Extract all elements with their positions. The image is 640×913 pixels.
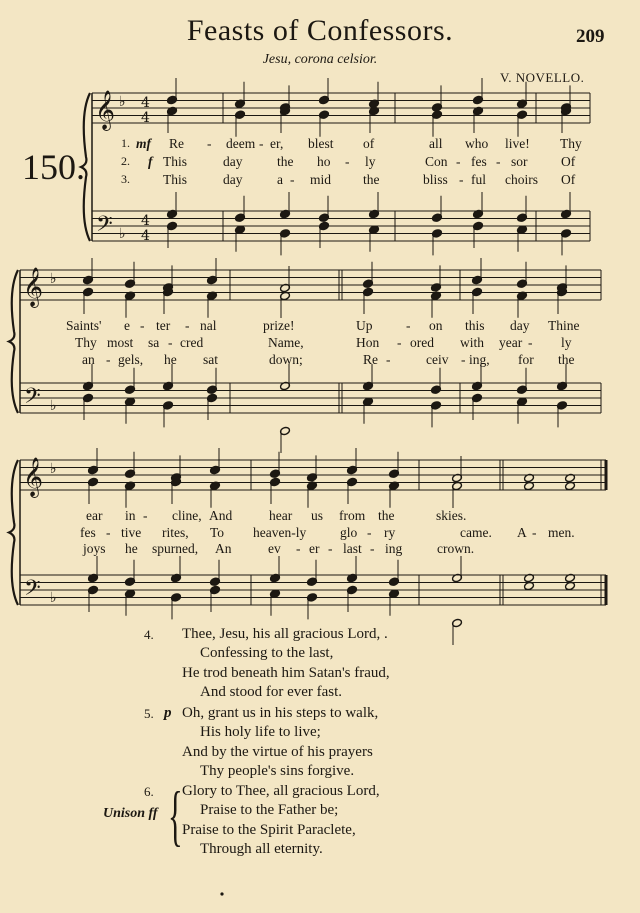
lyric-word: deem bbox=[226, 136, 256, 151]
latin-subtitle: Jesu, corona celsior. bbox=[262, 52, 378, 67]
verse-line: And stood for ever fast. bbox=[200, 684, 343, 700]
lyric-word: he bbox=[164, 352, 177, 367]
lyric-word: - bbox=[528, 335, 533, 350]
lyric-word: Thy bbox=[560, 136, 582, 151]
lyric-word: the bbox=[277, 154, 294, 169]
lyric-word: ly bbox=[561, 335, 572, 350]
verse-number: 1. bbox=[121, 136, 130, 150]
lyric-word: down; bbox=[269, 352, 303, 367]
lyric-word: - bbox=[532, 525, 537, 540]
lyric-word: - bbox=[106, 525, 111, 540]
lyric-word: who bbox=[465, 136, 489, 151]
lyric-word: Up bbox=[356, 318, 373, 333]
verse-line: Oh, grant us in his steps to walk, bbox=[182, 705, 379, 721]
lyric-word: Of bbox=[561, 172, 576, 187]
lyric-word: rites, bbox=[162, 525, 189, 540]
lyric-word: joys bbox=[83, 541, 106, 556]
lyric-word: men. bbox=[548, 525, 575, 540]
lyric-word: - bbox=[296, 541, 301, 556]
lyric-word: day bbox=[223, 154, 243, 169]
dynamic-mark: mf bbox=[136, 136, 151, 151]
lyric-word: e bbox=[124, 318, 130, 333]
lyric-word: mid bbox=[310, 172, 332, 187]
lyric-word: prize! bbox=[263, 318, 295, 333]
lyric-word: live! bbox=[505, 136, 530, 151]
lyric-word: the bbox=[363, 172, 380, 187]
lyric-word: sa bbox=[148, 335, 160, 350]
lyric-word: - bbox=[406, 318, 411, 333]
lyric-word: tive bbox=[121, 525, 142, 540]
verse-number: 2. bbox=[121, 154, 130, 168]
lyric-line-s3-v3 bbox=[0, 541, 640, 559]
lyric-word: - bbox=[259, 136, 264, 151]
bass-clef: 𝄢 bbox=[96, 212, 113, 242]
lyric-word: nal bbox=[200, 318, 217, 333]
lyric-line-s1-v3 bbox=[0, 172, 640, 190]
composer-credit: V. NOVELLO. bbox=[500, 70, 585, 85]
lyric-word: ear bbox=[86, 508, 103, 523]
time-signature: 4 bbox=[141, 110, 150, 126]
key-flat: ♭ bbox=[119, 94, 126, 110]
lyric-word: Thine bbox=[548, 318, 580, 333]
time-signature: 4 bbox=[141, 228, 150, 244]
lyric-line-s2-v3 bbox=[0, 352, 640, 370]
lyric-word: - bbox=[143, 508, 148, 523]
lyric-word: Hon bbox=[356, 335, 380, 350]
lyric-word: - bbox=[328, 541, 333, 556]
page-dot bbox=[220, 892, 223, 895]
lyric-word: glo bbox=[340, 525, 358, 540]
lyric-word: day bbox=[510, 318, 530, 333]
lyric-word: last bbox=[343, 541, 362, 556]
lyric-word: choirs bbox=[505, 172, 538, 187]
lyric-word: - bbox=[290, 172, 295, 187]
lyric-line-s1-v1 bbox=[0, 136, 640, 154]
key-flat: ♭ bbox=[119, 226, 126, 242]
unison-marking: Unison ff bbox=[103, 806, 158, 821]
lyric-word: ly bbox=[365, 154, 376, 169]
lyric-word: an bbox=[82, 352, 95, 367]
lyric-word: the bbox=[558, 352, 575, 367]
lyric-word: An bbox=[215, 541, 232, 556]
verse-line: His holy life to live; bbox=[200, 724, 321, 740]
lyric-word: day bbox=[223, 172, 243, 187]
lyric-word: - bbox=[397, 335, 402, 350]
lyric-word: blest bbox=[308, 136, 334, 151]
lyric-word: - bbox=[461, 352, 466, 367]
lyric-word: ry bbox=[384, 525, 396, 540]
lyric-word: ev bbox=[268, 541, 281, 556]
lyric-word: - bbox=[386, 352, 391, 367]
lyric-word: on bbox=[429, 318, 443, 333]
lyric-word: cred bbox=[180, 335, 204, 350]
lyric-word: ful bbox=[471, 172, 486, 187]
verse-6 bbox=[144, 777, 484, 862]
verse-line: Thee, Jesu, his all gracious Lord, . bbox=[182, 626, 388, 642]
time-signature: 4 bbox=[141, 95, 150, 111]
verse-4 bbox=[144, 625, 484, 705]
lyric-line-s2-v1 bbox=[0, 318, 640, 336]
lyric-word: - bbox=[496, 154, 501, 169]
lyric-word: And bbox=[209, 508, 233, 523]
lyric-word: ing, bbox=[469, 352, 490, 367]
lyric-word: - bbox=[345, 154, 350, 169]
lyric-word: hear bbox=[269, 508, 293, 523]
lyric-word: came. bbox=[460, 525, 492, 540]
lyric-word: from bbox=[339, 508, 366, 523]
lyric-word: Con bbox=[425, 154, 448, 169]
lyric-word: fes bbox=[471, 154, 487, 169]
lyric-word: skies. bbox=[436, 508, 467, 523]
verse-line: Praise to the Spirit Paraclete, bbox=[182, 822, 356, 838]
lyric-word: This bbox=[163, 154, 188, 169]
lyric-word: - bbox=[459, 172, 464, 187]
lyric-word: This bbox=[163, 172, 188, 187]
lyric-word: A bbox=[517, 525, 527, 540]
lyric-word: sor bbox=[511, 154, 528, 169]
lyric-word: ored bbox=[410, 335, 434, 350]
lyric-word: - bbox=[106, 352, 111, 367]
verse-line: He trod beneath him Satan's fraud, bbox=[182, 665, 390, 681]
verse-line: Praise to the Father be; bbox=[200, 802, 339, 818]
treble-clef: 𝄞 bbox=[23, 457, 44, 497]
lyric-word: ing bbox=[385, 541, 403, 556]
lyric-word: cline, bbox=[172, 508, 202, 523]
lyric-word: ter bbox=[156, 318, 171, 333]
verse-line: And by the virtue of his prayers bbox=[182, 744, 373, 760]
lyric-word: - bbox=[185, 318, 190, 333]
lyric-word: er, bbox=[270, 136, 284, 151]
key-flat: ♭ bbox=[50, 590, 57, 606]
lyric-word: a bbox=[277, 172, 283, 187]
verse-number: 6. bbox=[144, 784, 154, 799]
lyric-word: - bbox=[370, 541, 375, 556]
lyric-word: - bbox=[207, 136, 212, 151]
lyric-word: crown. bbox=[437, 541, 475, 556]
lyric-word: bliss bbox=[423, 172, 448, 187]
verse-line: Thy people's sins forgive. bbox=[200, 763, 355, 779]
lyric-word: all bbox=[429, 136, 443, 151]
bass-clef: 𝄢 bbox=[24, 576, 41, 606]
verse-5 bbox=[144, 704, 484, 784]
lyric-word: Thy bbox=[75, 335, 97, 350]
lyric-word: with bbox=[460, 335, 485, 350]
lyric-word: heaven-ly bbox=[253, 525, 307, 540]
hymn-title: Feasts of Confessors. bbox=[186, 14, 454, 47]
lyric-word: - bbox=[140, 318, 145, 333]
lyric-word: of bbox=[363, 136, 375, 151]
lyric-line-s1-v2 bbox=[0, 154, 640, 172]
lyric-word: sat bbox=[203, 352, 218, 367]
lyric-word: most bbox=[107, 335, 134, 350]
lyric-word: Re bbox=[363, 352, 378, 367]
lyric-word: gels, bbox=[118, 352, 144, 367]
verse-line: Confessing to the last, bbox=[200, 645, 334, 661]
verse-number: 4. bbox=[144, 627, 154, 642]
lyric-word: this bbox=[465, 318, 485, 333]
page-number: 209 bbox=[576, 26, 605, 47]
bass-clef: 𝄢 bbox=[24, 384, 41, 414]
lyric-word: Of bbox=[561, 154, 576, 169]
hymn-number: 150. bbox=[22, 147, 85, 187]
lyric-word: he bbox=[125, 541, 138, 556]
time-signature: 4 bbox=[141, 213, 150, 229]
lyric-word: in bbox=[125, 508, 136, 523]
lyric-word: To bbox=[210, 525, 225, 540]
lyric-word: Name, bbox=[268, 335, 304, 350]
lyric-word: - bbox=[456, 154, 461, 169]
dynamic-mark: f bbox=[148, 154, 153, 169]
lyric-word: Re bbox=[169, 136, 184, 151]
lyric-line-s2-v2 bbox=[0, 335, 640, 353]
verse-number: 5. bbox=[144, 706, 154, 721]
lyric-word: - bbox=[168, 335, 173, 350]
lyric-word: us bbox=[311, 508, 324, 523]
treble-clef: 𝄞 bbox=[95, 90, 116, 130]
lyric-line-s3-v1 bbox=[0, 508, 640, 526]
lyric-word: the bbox=[378, 508, 395, 523]
lyric-word: ho bbox=[317, 154, 331, 169]
dynamic-mark: p bbox=[164, 705, 172, 721]
treble-clef: 𝄞 bbox=[23, 267, 44, 307]
lyric-word: ceiv bbox=[426, 352, 449, 367]
key-flat: ♭ bbox=[50, 271, 57, 287]
lyric-word: er bbox=[309, 541, 320, 556]
verse-line: Glory to Thee, all gracious Lord, bbox=[182, 783, 380, 799]
verse-brace: { bbox=[168, 777, 183, 853]
lyric-word: year bbox=[499, 335, 523, 350]
lyric-word: fes bbox=[80, 525, 96, 540]
lyric-word: - bbox=[367, 525, 372, 540]
verse-number: 3. bbox=[121, 172, 130, 186]
lyric-word: spurned, bbox=[152, 541, 199, 556]
verse-line: Through all eternity. bbox=[200, 841, 323, 857]
key-flat: ♭ bbox=[50, 398, 57, 414]
key-flat: ♭ bbox=[50, 461, 57, 477]
lyric-word: for bbox=[518, 352, 534, 367]
lyric-word: Saints' bbox=[66, 318, 102, 333]
